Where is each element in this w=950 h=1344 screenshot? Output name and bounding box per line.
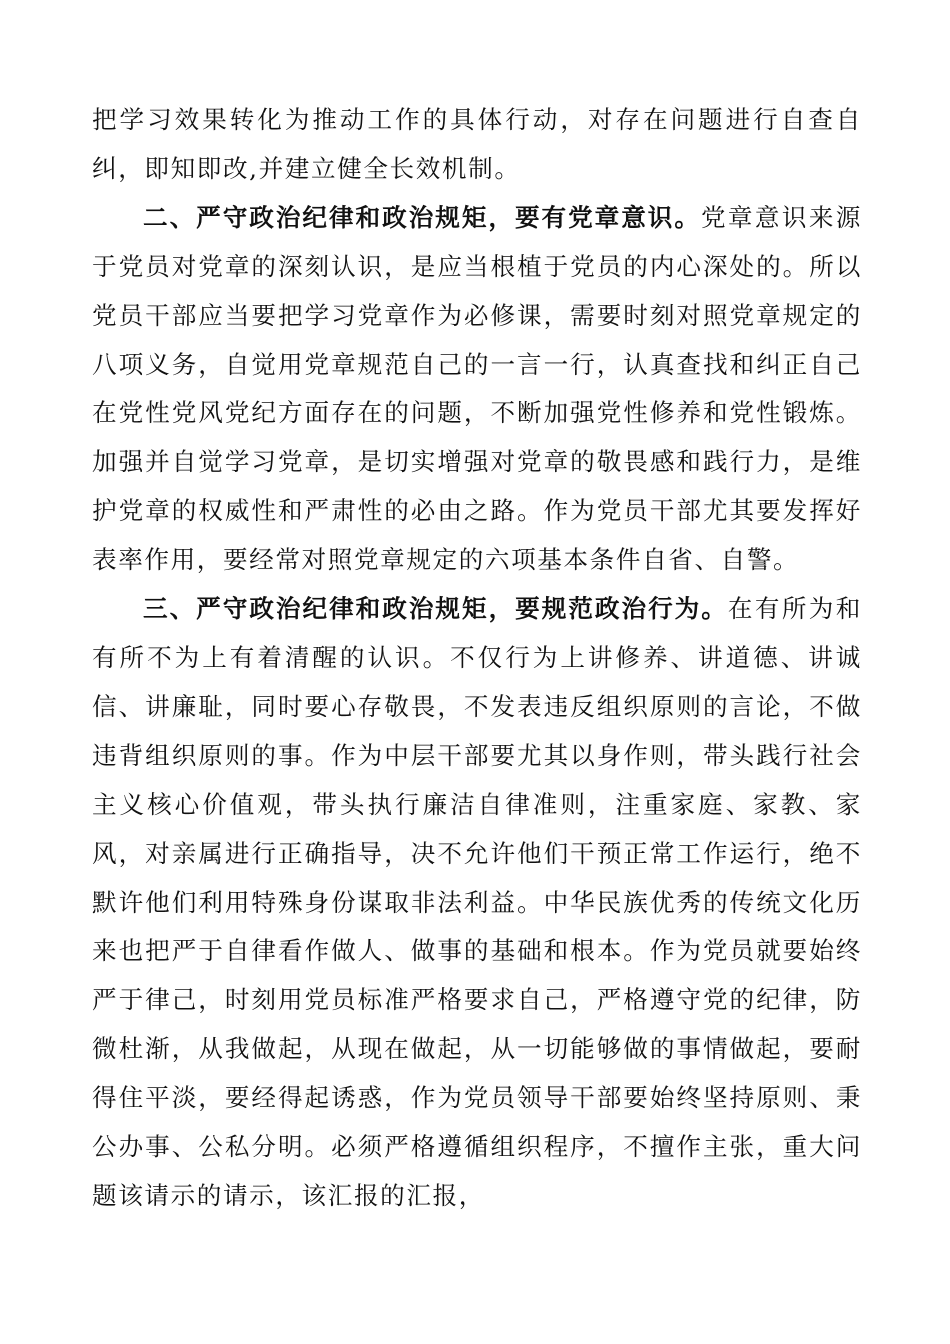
paragraph-section-two [92,194,862,585]
section-three-heading: 三、严守政治纪律和政治规矩，要规范政治行为。 [143,594,728,624]
paragraph-body-text: 把学习效果转化为推动工作的具体行动，对存在问题进行自查自纠，即知即改,并建立健全长效机制。 [92,105,862,183]
section-two-body: 党章意识来源于党员对党章的深刻认识，是应当根植于党员的内心深处的。所以党员干部应当要把学习党章作为必修课，需要时刻对照党章规定的八项义务，自觉用党章规范自己的一言一行，认真查找和纠正自己在党性党风党纪方面存在的问题，不断加强党性修养和党性锻炼。加强并自觉学习党章，是切实增强对党章的敬畏感和践行力，是维护党章的权威性和严肃性的必由之路。作为党员干部尤其要发挥好表率作用，要经常对照党章规定的六项基本条件自省、自警。 [92,202,862,575]
document-body [92,96,862,1221]
paragraph-continuation [92,96,862,194]
section-two-heading: 二、严守政治纪律和政治规矩，要有党章意识。 [143,202,701,232]
section-three-body: 在有所为和有所不为上有着清醒的认识。不仅行为上讲修养、讲道德、讲诚信、讲廉耻，同时要心存敬畏，不发表违反组织原则的言论，不做违背组织原则的事。作为中层干部要尤其以身作则，带头践行社会主义核心价值观，带头执行廉洁自律准则，注重家庭、家教、家风，对亲属进行正确指导，决不允许他们干预正常工作运行，绝不默许他们利用特殊身份谋取非法利益。中华民族优秀的传统文化历来也把严于自律看作做人、做事的基础和根本。作为党员就要始终严于律己，时刻用党员标准严格要求自己，严格遵守党的纪律，防微杜渐，从我做起，从现在做起，从一切能够做的事情做起，要耐得住平淡，要经得起诱惑，作为党员领导干部要始终坚持原则、秉公办事、公私分明。必须严格遵循组织程序，不擅作主张，重大问题该请示的请示，该汇报的汇报， [92,594,862,1210]
paragraph-section-three [92,585,862,1221]
